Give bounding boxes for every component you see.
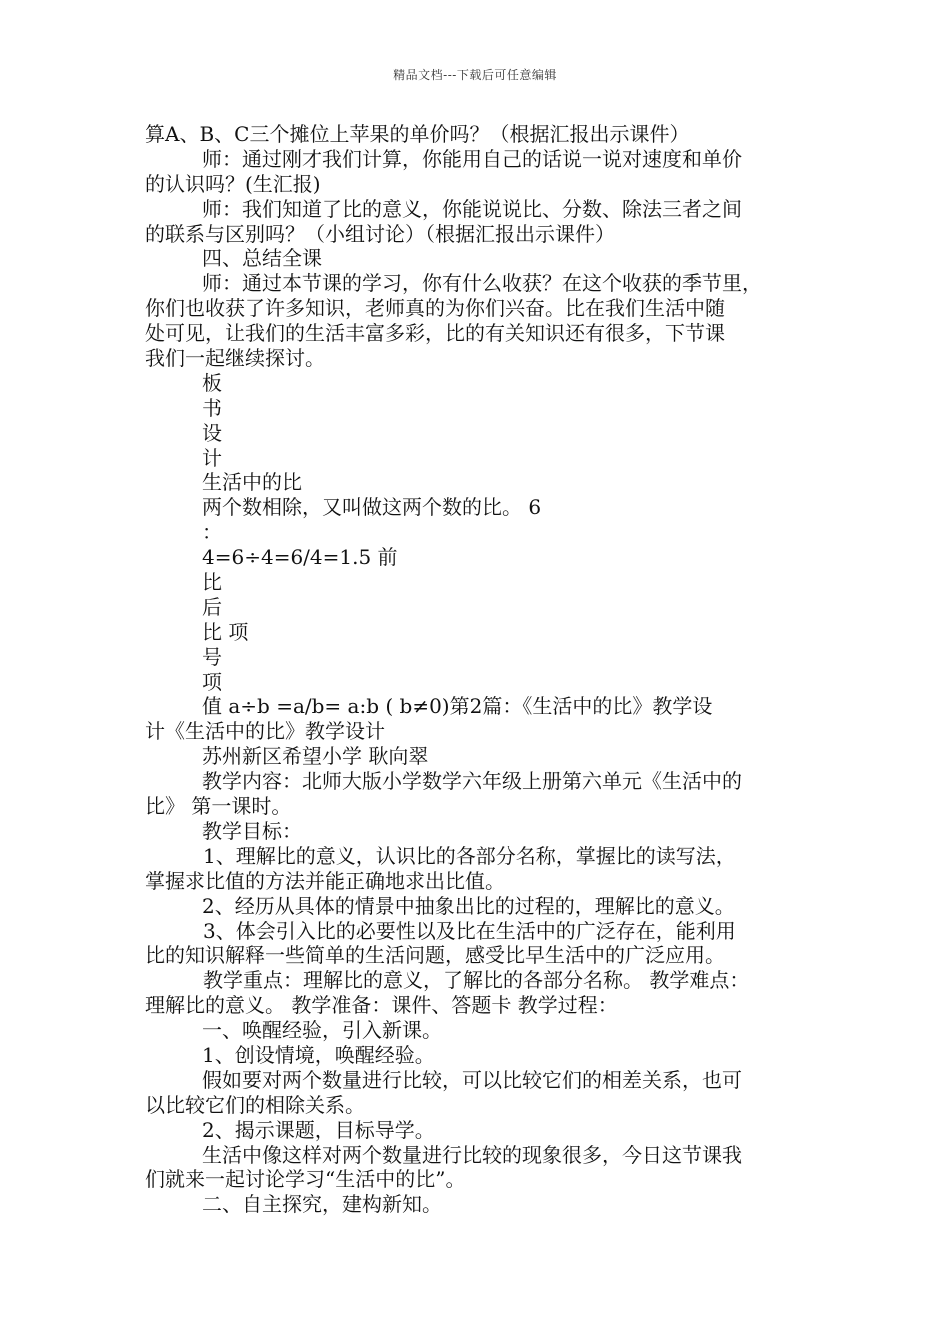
text-line: 1、理解比的意义，认识比的各部分名称，掌握比的读写法， (203, 843, 736, 868)
text-line: 值 a÷b =a/b= a:b ( b≠0)第2篇：《生活中的比》教学设 (202, 694, 713, 719)
text-line: 设 (202, 420, 222, 445)
text-line: 两个数相除，又叫做这两个数的比。 6 (202, 495, 542, 520)
text-line: 掌握求比值的方法并能正确地求出比值。 (145, 868, 505, 893)
text-line: 的联系与区别吗？（小组讨论）（根据汇报出示课件） (145, 221, 615, 246)
text-line: 二、自主探究，建构新知。 (202, 1192, 442, 1217)
text-line: 计 (202, 445, 222, 470)
text-line: 处可见，让我们的生活丰富多彩，比的有关知识还有很多，下节课 (145, 321, 725, 346)
text-line: 师：通过本节课的学习，你有什么收获？在这个收获的季节里， (202, 271, 762, 296)
text-line: 师：我们知道了比的意义，你能说说比、分数、除法三者之间 (202, 196, 742, 221)
text-line: 教学目标： (202, 818, 302, 843)
text-line: 板 (202, 370, 222, 395)
text-line: 项 (202, 669, 222, 694)
text-line: 比的知识解释一些简单的生活问题，感受比早生活中的广泛应用。 (145, 943, 725, 968)
text-line: 比 项 (202, 619, 249, 644)
text-line: 以比较它们的相除关系。 (145, 1092, 365, 1117)
text-line: 我们一起继续探讨。 (145, 346, 325, 371)
text-line: ： (202, 520, 222, 545)
document-body (145, 122, 815, 1217)
text-line: 2、揭示课题，目标导学。 (202, 1117, 435, 1142)
text-line: 生活中像这样对两个数量进行比较的现象很多，今日这节课我 (202, 1142, 742, 1167)
text-line: 比》 第一课时。 (145, 794, 292, 819)
text-line: 的认识吗？(生汇报) (145, 171, 321, 196)
text-line: 号 (202, 644, 222, 669)
text-line: 书 (202, 395, 222, 420)
text-line: 3、体会引入比的必要性以及比在生活中的广泛存在，能利用 (203, 918, 736, 943)
text-line: 苏州新区希望小学 耿向翠 (202, 744, 429, 769)
text-line: 生活中的比 (202, 470, 302, 495)
text-line: 1、创设情境，唤醒经验。 (202, 1042, 435, 1067)
text-line: 一、唤醒经验，引入新课。 (202, 1018, 442, 1043)
text-line: 们就来一起讨论学习“生活中的比”。 (145, 1167, 466, 1192)
page-header: 精品文档---下载后可任意编辑 (393, 68, 557, 82)
text-line: 教学内容：北师大版小学数学六年级上册第六单元《生活中的 (202, 769, 742, 794)
text-line: 你们也收获了许多知识，老师真的为你们兴奋。比在我们生活中随 (145, 296, 725, 321)
text-line: 计《生活中的比》教学设计 (145, 719, 385, 744)
text-line: 后 (202, 594, 222, 619)
text-line: 四、总结全课 (202, 246, 322, 271)
text-line: 比 (202, 570, 222, 595)
text-line: 教学重点：理解比的意义，了解比的各部分名称。 教学难点： (203, 968, 750, 993)
text-line: 假如要对两个数量进行比较，可以比较它们的相差关系，也可 (202, 1067, 742, 1092)
text-line: 2、经历从具体的情景中抽象出比的过程的，理解比的意义。 (202, 893, 735, 918)
text-line: 算A、B、C三个摊位上苹果的单价吗？（根据汇报出示课件） (145, 122, 690, 146)
text-line: 师：通过刚才我们计算，你能用自己的话说一说对速度和单价 (202, 146, 742, 171)
text-line: 理解比的意义。 教学准备：课件、答题卡 教学过程： (145, 993, 618, 1018)
text-line: 4=6÷4=6/4=1.5 前 (202, 545, 398, 570)
